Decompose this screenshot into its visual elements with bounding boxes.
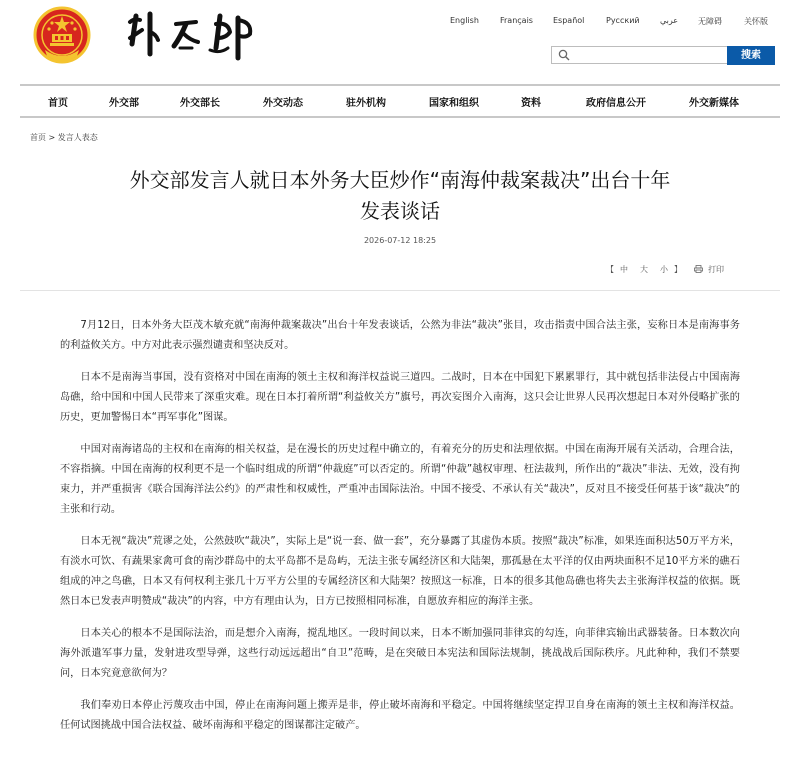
search-input[interactable] bbox=[574, 48, 724, 62]
nav-item-ministry[interactable]: 外交部 bbox=[109, 98, 139, 109]
breadcrumb-home[interactable]: 首页 bbox=[30, 133, 46, 142]
nav-item-missions-abroad[interactable]: 驻外机构 bbox=[346, 98, 386, 109]
lang-english[interactable]: English bbox=[450, 16, 479, 25]
publish-date: 2026-07-12 18:25 bbox=[363, 236, 437, 245]
font-size-large[interactable]: 中 bbox=[620, 265, 628, 274]
nav-item-diplomatic-news[interactable]: 外交动态 bbox=[263, 98, 303, 109]
lang-french[interactable]: Français bbox=[500, 16, 533, 25]
breadcrumb-separator: > bbox=[46, 133, 58, 142]
article-paragraph: 中国对南海诸岛的主权和在南海的相关权益，是在漫长的历史过程中确立的，有着充分的历史和法理依据。中国在南海开展有关活动，合理合法，不容指摘。中国在南海的权利更不是一个临时组成的所谓“仲裁庭”可以否定的。所谓“仲裁”越权审理、枉法裁判，所作出的“裁决”非法、无效，没有拘束力，并严重损害《联合国海洋法公约》的严肃性和权威性，严重冲击国际法治。中国不接受、不承认有关“裁决”，反对且不接受任何基于该“裁决”的主张和行动。 bbox=[60, 444, 740, 515]
lang-arabic[interactable]: عربي bbox=[660, 16, 679, 25]
search-button[interactable]: 搜索 bbox=[727, 46, 775, 65]
elder-mode-link[interactable]: 关怀版 bbox=[744, 17, 768, 26]
nav-item-resources[interactable]: 资料 bbox=[521, 98, 541, 109]
ministry-logo-calligraphy[interactable] bbox=[120, 4, 270, 68]
article-title bbox=[60, 165, 740, 227]
nav-divider-bottom bbox=[20, 116, 780, 118]
print-button[interactable]: 打印 bbox=[708, 265, 724, 274]
lang-russian[interactable]: Русский bbox=[606, 16, 640, 25]
breadcrumb-current[interactable]: 发言人表态 bbox=[57, 133, 98, 142]
font-size-small[interactable]: 小 bbox=[660, 265, 668, 274]
article-body bbox=[60, 316, 740, 748]
article-paragraph: 日本无视“裁决”荒谬之处，公然鼓吹“裁决”，实际上是“说一套、做一套”，充分暴露了其虚伪本质。按照“裁决”标准，如果连面积达50万平方米，有淡水可饮、有蔬果家禽可食的南沙群岛中的太平岛都不是岛屿，无法主张专属经济区和大陆架，那孤悬在太平洋的仅由两块面积不足10平方米的礁石组成的冲之鸟礁，日本又有何权利主张几十万平方公里的专属经济区和大陆架？按照这一标准，日本的很多其他岛礁也将失去主张海洋权益的依据。既然日本已发表声明赞成“裁决”的内容，中方有理由认为，日方已按照相同标准，自愿放弃相应的海洋主张。 bbox=[60, 536, 740, 607]
search-icon bbox=[558, 49, 570, 61]
article-paragraph: 我们奉劝日本停止污蔑攻击中国，停止在南海问题上搬弄是非，停止破坏南海和平稳定。中国将继续坚定捍卫自身在南海的领土主权和海洋权益。任何试图挑战中国合法权益、破坏南海和平稳定的图谋都注定破产。 bbox=[60, 700, 740, 731]
main-nav bbox=[20, 86, 780, 116]
nav-item-new-media[interactable]: 外交新媒体 bbox=[689, 98, 739, 109]
breadcrumb bbox=[30, 132, 98, 143]
article-title-line2: 发表谈话 bbox=[360, 199, 440, 223]
article-paragraph: 7月12日，日本外务大臣茂木敏充就“南海仲裁案裁决”出台十年发表谈话，公然为非法“裁决”张目，攻击指责中国合法主张，妄称日本是南海事务的利益攸关方。中方对此表示强烈谴责和坚决反对。 bbox=[60, 320, 740, 351]
nav-item-minister[interactable]: 外交部长 bbox=[180, 98, 220, 109]
font-size-controls bbox=[606, 264, 682, 275]
font-size-medium[interactable]: 大 bbox=[640, 265, 648, 274]
nav-item-home[interactable]: 首页 bbox=[48, 98, 68, 109]
accessibility-link[interactable]: 无障碍 bbox=[698, 17, 722, 26]
lang-spanish[interactable]: Español bbox=[553, 16, 585, 25]
font-size-bracket-close: 】 bbox=[674, 265, 682, 274]
nav-item-gov-info[interactable]: 政府信息公开 bbox=[586, 98, 646, 109]
article-title-line1: 外交部发言人就日本外务大臣炒作“南海仲裁案裁决”出台十年 bbox=[129, 168, 671, 192]
nav-item-countries-orgs[interactable]: 国家和组织 bbox=[429, 98, 479, 109]
site-header bbox=[0, 0, 800, 84]
print-icon[interactable] bbox=[694, 265, 703, 273]
search-box bbox=[551, 46, 728, 64]
content-divider bbox=[20, 290, 780, 291]
article-paragraph: 日本关心的根本不是国际法治，而是想介入南海，搅乱地区。一段时间以来，日本不断加强同菲律宾的勾连，向菲律宾输出武器装备。日本数次向海外派遣军事力量，发射进攻型导弹，这些行动远远超出“自卫”范畴，是在突破日本宪法和国际法规制，挑战战后国际秩序。凡此种种，我们不禁要问，日本究竟意欲何为？ bbox=[60, 628, 740, 679]
national-emblem-icon[interactable] bbox=[33, 6, 91, 66]
font-size-bracket-open: 【 bbox=[606, 265, 614, 274]
article-paragraph: 日本不是南海当事国，没有资格对中国在南海的领土主权和海洋权益说三道四。二战时，日本在中国犯下累累罪行，其中就包括非法侵占中国南海岛礁，给中国和中国人民带来了深重灾难。现在日本打着所谓“利益攸关方”旗号，再次妄图介入南海，这只会让世界人民再次想起日本对外侵略扩张的历史，更加警惕日本“再军事化”图谋。 bbox=[60, 372, 740, 423]
